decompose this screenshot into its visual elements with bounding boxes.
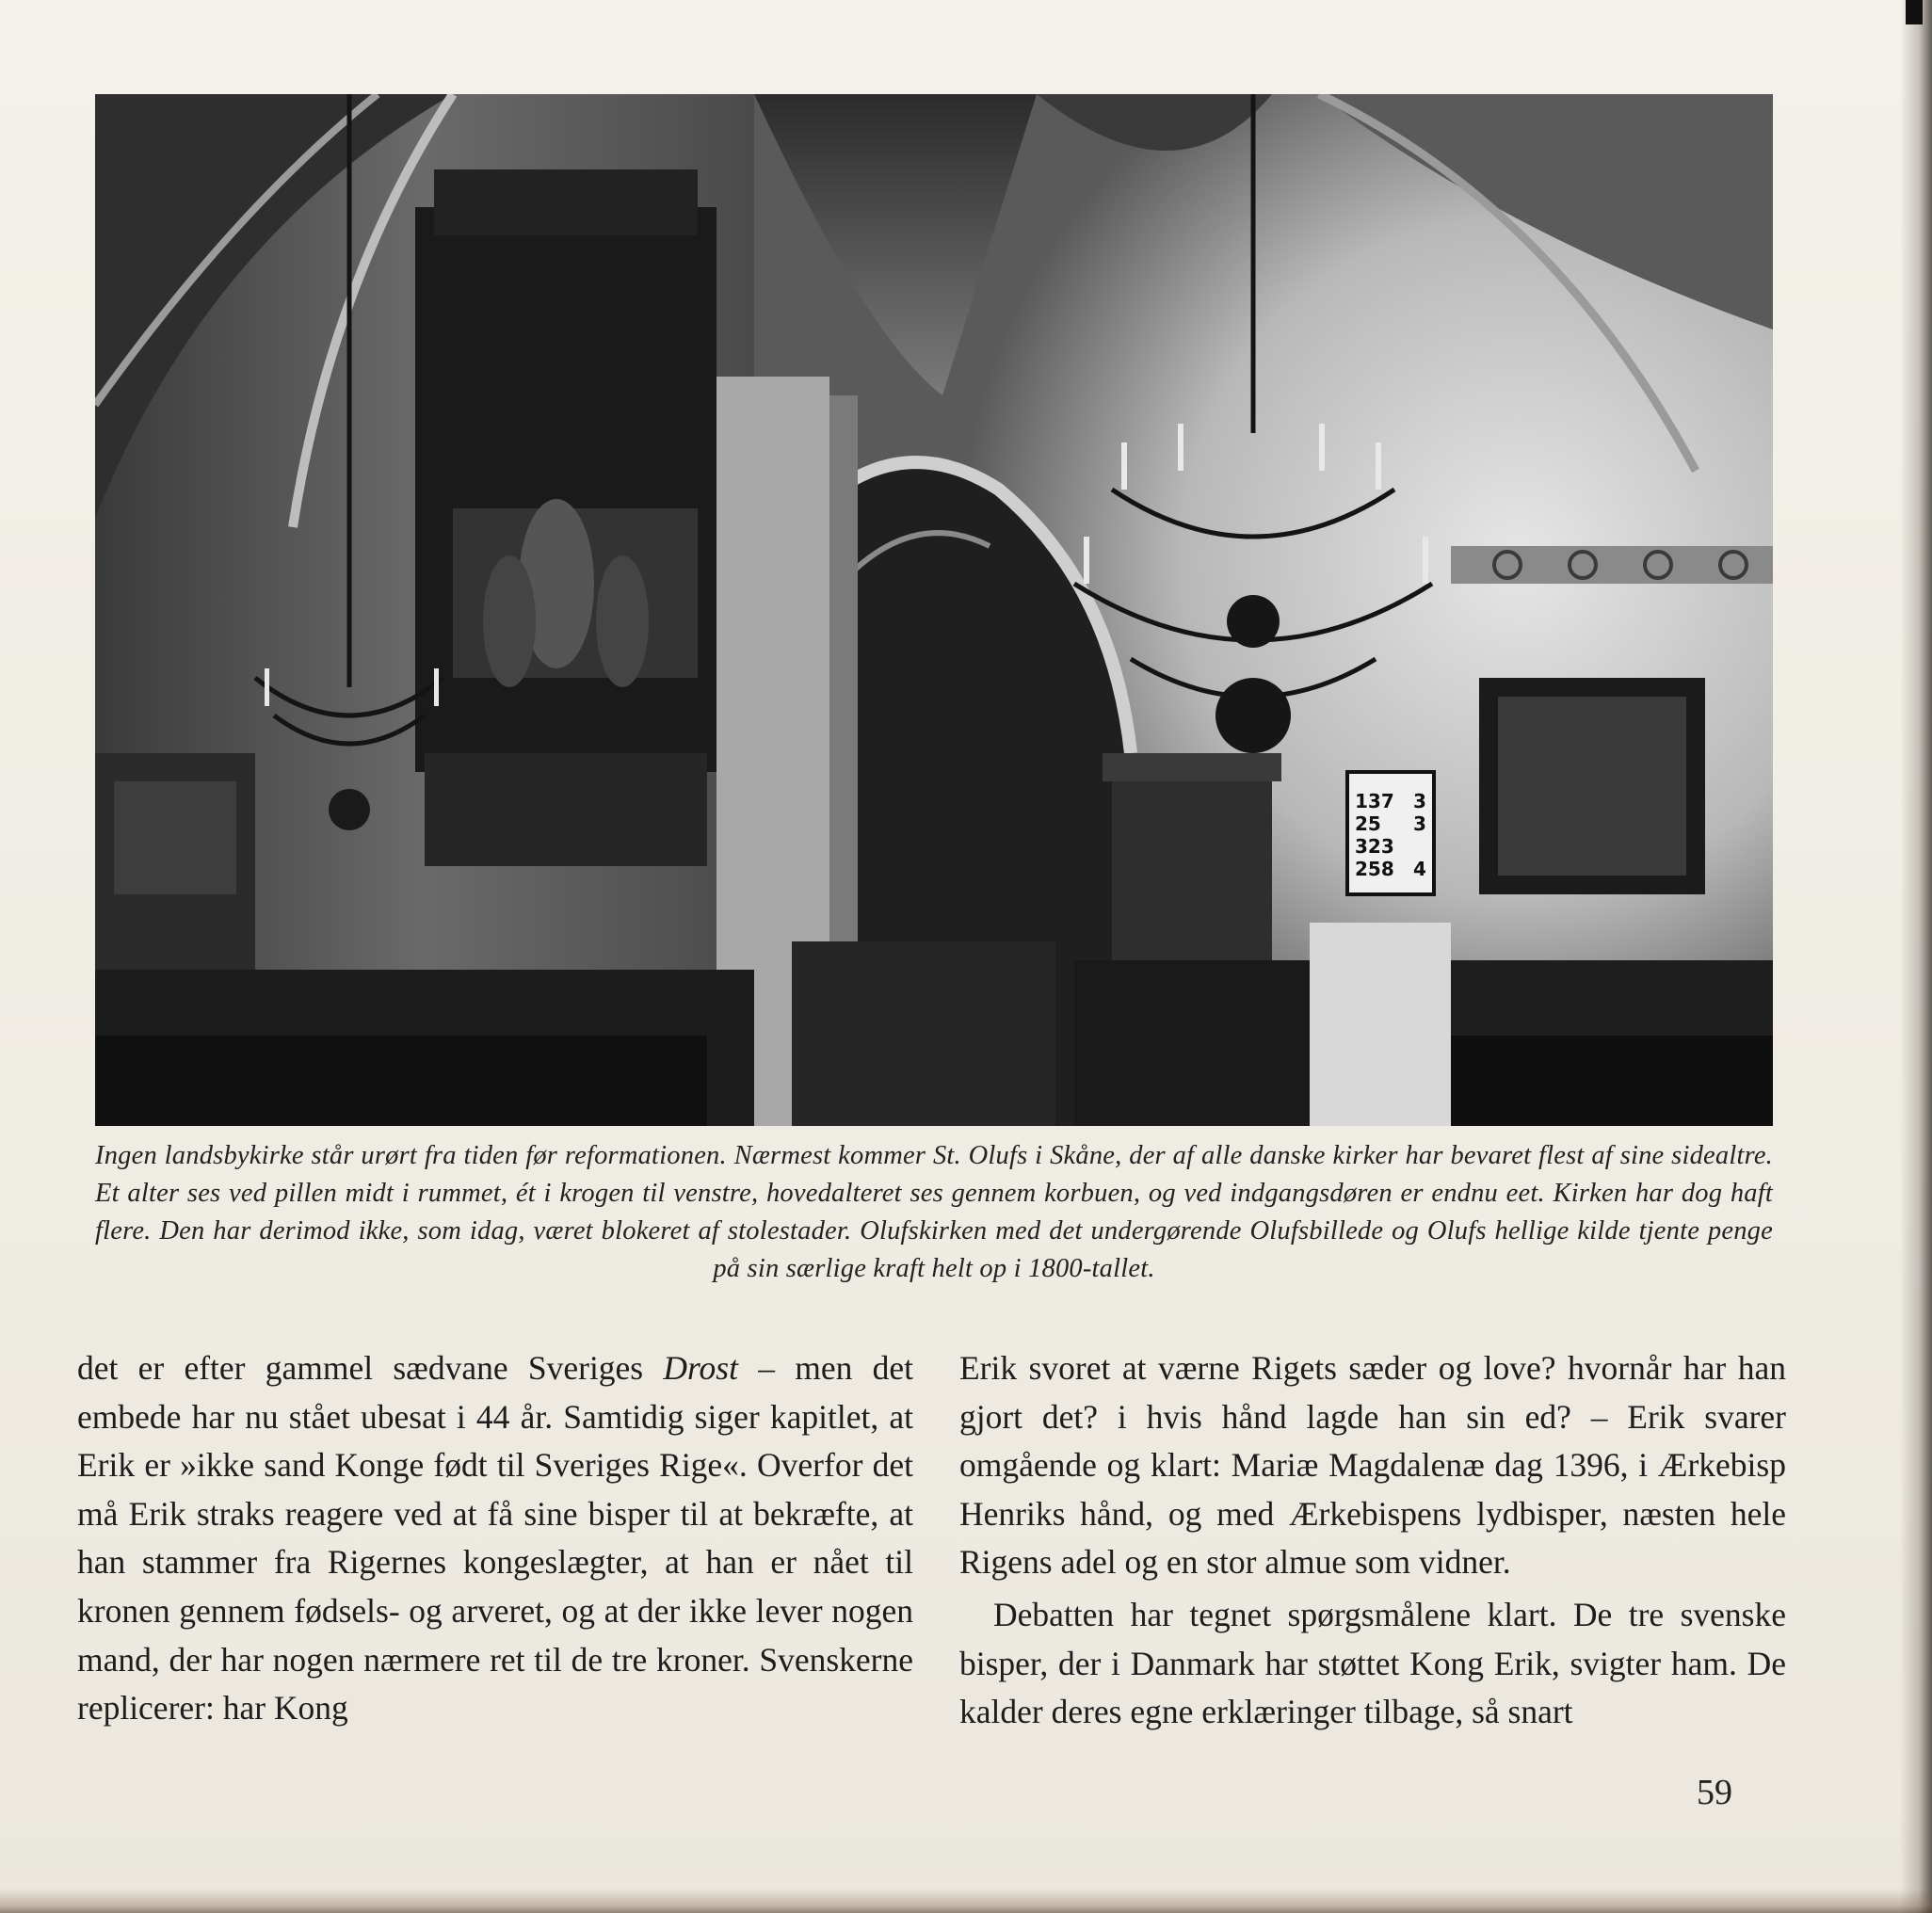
photo-caption: Ingen landsbykirke står urørt fra tiden før reformationen. Nærmest kommer St. Olufs i Skåne, der af alle danske kirker har bevaret flest af sine sidealtre. Et alter ses ved pillen midt i rummet, ét i krogen til venstre, hovedalteret ses gennem korbuen, og ved indgangsdøren er endnu eet. Kirken har dog haft flere. Den har derimod ikke, som idag, været blokeret af stolestader. Olufskirken med det undergørende Olufsbillede og Olufs hellige kilde tjente penge på sin særlige kraft helt op i 1800-tallet. [95, 1141, 1773, 1283]
text-run: – men det embede har nu stået ubesat i 44 år. Samtidig siger kapitlet, at Erik er »ikke sand Konge født til Sveriges Rige«. Overfor det må Erik straks reagere ved at få sine bisper til at bekræfte, at han stammer fra Rigernes kongeslægter, at han er nået til kronen gennem fødsels- og arveret, og at der ikke lever nogen mand, der har nogen nærmere ret til de tre kroner. Svenskerne replicerer: har Kong [77, 1349, 913, 1728]
hymn-board-side: 3 [1413, 812, 1426, 835]
paragraph [77, 1344, 913, 1733]
hymn-board-number: 258 [1355, 858, 1394, 880]
emphasis-drost: Drost [663, 1349, 738, 1387]
church-interior-illustration [95, 94, 1773, 1126]
page-number: 59 [1697, 1773, 1732, 1812]
church-interior-photo [95, 94, 1773, 1126]
hymn-board-number: 137 [1355, 790, 1394, 812]
hymn-board-side: 4 [1413, 858, 1426, 880]
paragraph: Debatten har tegnet spørgsmålene klart. De tre svenske bisper, der i Danmark har støttet Kong Erik, svigter ham. De kalder deres egne erklæringer tilbage, så snart [959, 1595, 1786, 1731]
page-edge-shadow [1900, 0, 1932, 1913]
hymn-board-number: 25 [1355, 812, 1381, 835]
hymn-board-number: 323 [1355, 835, 1394, 858]
body-column-left [77, 1344, 913, 1733]
page-edge-bottom [0, 1889, 1932, 1913]
hymn-board-side: 3 [1413, 790, 1426, 812]
paragraph: Erik svoret at værne Rigets sæder og love? hvornår har han gjort det? i hvis hånd lagde han sin ed? – Erik svarer omgående og klart: Mariæ Magdalenæ dag 1396, i Ærkebisp Henriks hånd, og med Ærkebispens lydbisper, næsten hele Rigens adel og en stor almue som vidner. [959, 1349, 1786, 1582]
text-run: det er efter gammel sædvane Sveriges [77, 1349, 664, 1387]
body-column-right [959, 1344, 1786, 1737]
scan-corner-mark [1906, 0, 1923, 24]
